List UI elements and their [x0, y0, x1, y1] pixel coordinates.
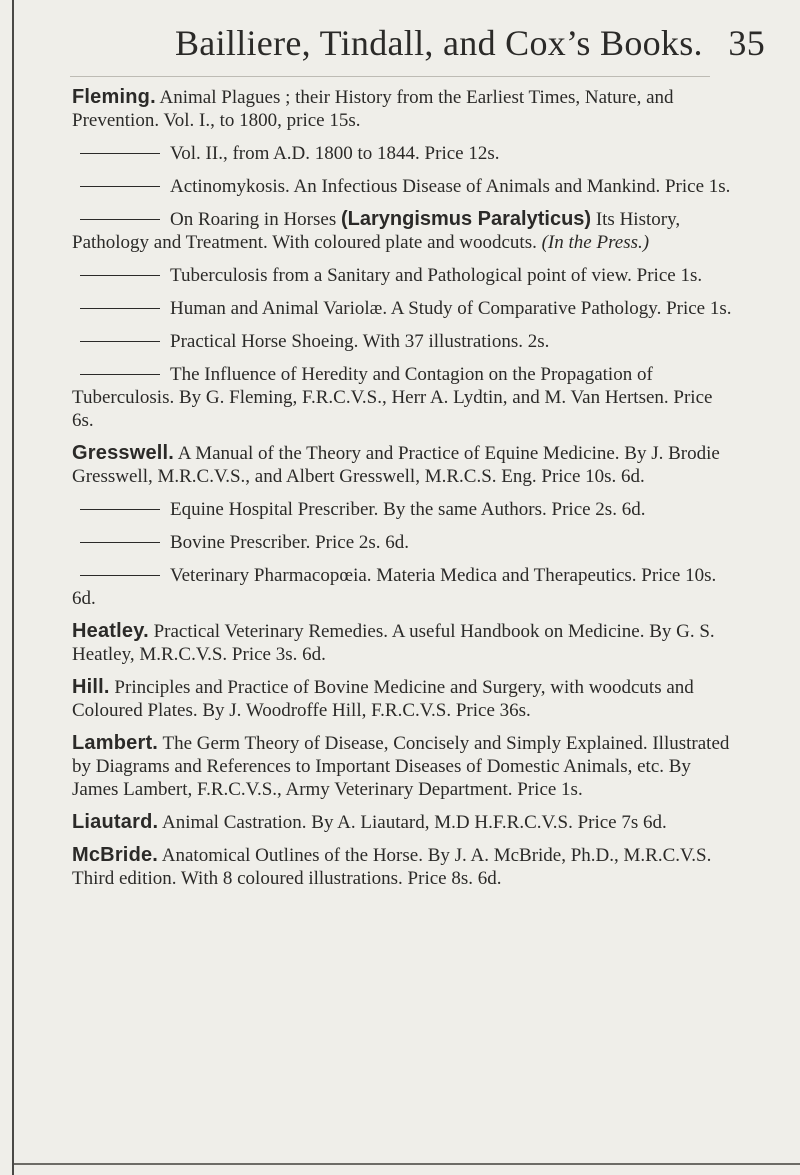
book-list	[72, 86, 736, 900]
entry-text: Vol. II., from A.D. 1800 to 1844. Price 12s.	[170, 143, 500, 164]
entry-lambert	[72, 732, 736, 801]
ditto-dash	[80, 374, 160, 375]
entry-text: Animal Castration. By A. Liautard, M.D H.F.R.C.V.S. Price 7s 6d.	[161, 812, 667, 833]
entry-mcbride	[72, 844, 736, 890]
entry-fleming-roaring	[72, 208, 736, 254]
ditto-dash	[80, 509, 160, 510]
author-heading: Heatley.	[72, 620, 149, 642]
entry-fleming-variolae	[72, 297, 736, 320]
entry-heatley	[72, 620, 736, 666]
entry-text: Anatomical Outlines of the Horse. By J. A. McBride, Ph.D., M.R.C.V.S. Third edition. With 8 coloured illustrations. Price 8s. 6d.	[72, 845, 712, 889]
page-number: 35	[728, 23, 765, 63]
entry-text: Tuberculosis from a Sanitary and Pathological point of view. Price 1s.	[170, 265, 703, 286]
entry-liautard	[72, 811, 736, 834]
entry-text: On Roaring in Horses	[170, 209, 337, 230]
entry-text: Principles and Practice of Bovine Medicine and Surgery, with woodcuts and Coloured Plates. By J. Woodroffe Hill, F.R.C.V.S. Price 36s.	[72, 677, 694, 721]
entry-fleming-animal-plagues	[72, 86, 736, 132]
entry-text: The Germ Theory of Disease, Concisely and Simply Explained. Illustrated by Diagrams and References to Important Diseases of Domestic Animals, etc. By James Lambert, F.R.C.V.S., Army Veterinary Department. Price 1s.	[72, 733, 730, 800]
entry-fleming-vol2	[72, 142, 736, 165]
entry-fleming-actinomykosis	[72, 175, 736, 198]
author-heading: Gresswell.	[72, 442, 175, 464]
entry-text: Veterinary Pharmacopœia. Materia Medica and Therapeutics. Price 10s. 6d.	[72, 565, 717, 609]
ditto-dash	[80, 219, 160, 220]
entry-text: A Manual of the Theory and Practice of Equine Medicine. By J. Brodie Gresswell, M.R.C.V.S., and Albert Gresswell, M.R.C.S. Eng. Price 10s. 6d.	[72, 443, 720, 487]
page-header	[175, 22, 765, 72]
entry-fleming-horse-shoeing	[72, 330, 736, 353]
entry-text: Human and Animal Variolæ. A Study of Comparative Pathology. Price 1s.	[170, 298, 732, 319]
entry-text: Bovine Prescriber. Price 2s. 6d.	[170, 532, 410, 553]
entry-gresswell-manual	[72, 442, 736, 488]
entry-hill	[72, 676, 736, 722]
header-rule	[70, 76, 710, 77]
entry-fleming-tuberculosis	[72, 264, 736, 287]
ditto-dash	[80, 308, 160, 309]
author-heading: Hill.	[72, 676, 110, 698]
ditto-dash	[80, 186, 160, 187]
ditto-dash	[80, 153, 160, 154]
entry-gresswell-equine-prescriber	[72, 498, 736, 521]
ditto-dash	[80, 575, 160, 576]
ditto-dash	[80, 341, 160, 342]
running-title: Bailliere, Tindall, and Cox’s Books.	[175, 23, 703, 63]
author-heading: Fleming.	[72, 86, 156, 108]
entry-text: Practical Veterinary Remedies. A useful Handbook on Medicine. By G. S. Heatley, M.R.C.V.S. Price 3s. 6d.	[72, 621, 715, 665]
entry-text: The Influence of Heredity and Contagion on the Propagation of Tuberculosis. By G. Fleming, F.R.C.V.S., Herr A. Lydtin, and M. Van Hertsen. Price 6s.	[72, 364, 713, 431]
author-heading: Liautard.	[72, 811, 159, 833]
page-edge-rule	[12, 0, 14, 1175]
ditto-dash	[80, 275, 160, 276]
entry-bold-subtitle: (Laryngismus Paralyticus)	[340, 208, 592, 230]
entry-italic-note: (In the Press.)	[541, 232, 650, 253]
entry-text: Practical Horse Shoeing. With 37 illustrations. 2s.	[170, 331, 550, 352]
entry-fleming-heredity	[72, 363, 736, 432]
entry-gresswell-pharmacopoeia	[72, 564, 736, 610]
entry-text: Equine Hospital Prescriber. By the same Authors. Price 2s. 6d.	[170, 499, 646, 520]
page-bottom-rule	[14, 1163, 800, 1165]
entry-gresswell-bovine-prescriber	[72, 531, 736, 554]
entry-text-continued: Its History, Pathology and Treatment. With coloured plate and woodcuts.	[72, 209, 681, 253]
entry-text: Animal Plagues ; their History from the Earliest Times, Nature, and Prevention. Vol. I., to 1800, price 15s.	[72, 87, 674, 131]
author-heading: McBride.	[72, 844, 159, 866]
entry-text: Actinomykosis. An Infectious Disease of Animals and Mankind. Price 1s.	[170, 176, 731, 197]
ditto-dash	[80, 542, 160, 543]
author-heading: Lambert.	[72, 732, 159, 754]
